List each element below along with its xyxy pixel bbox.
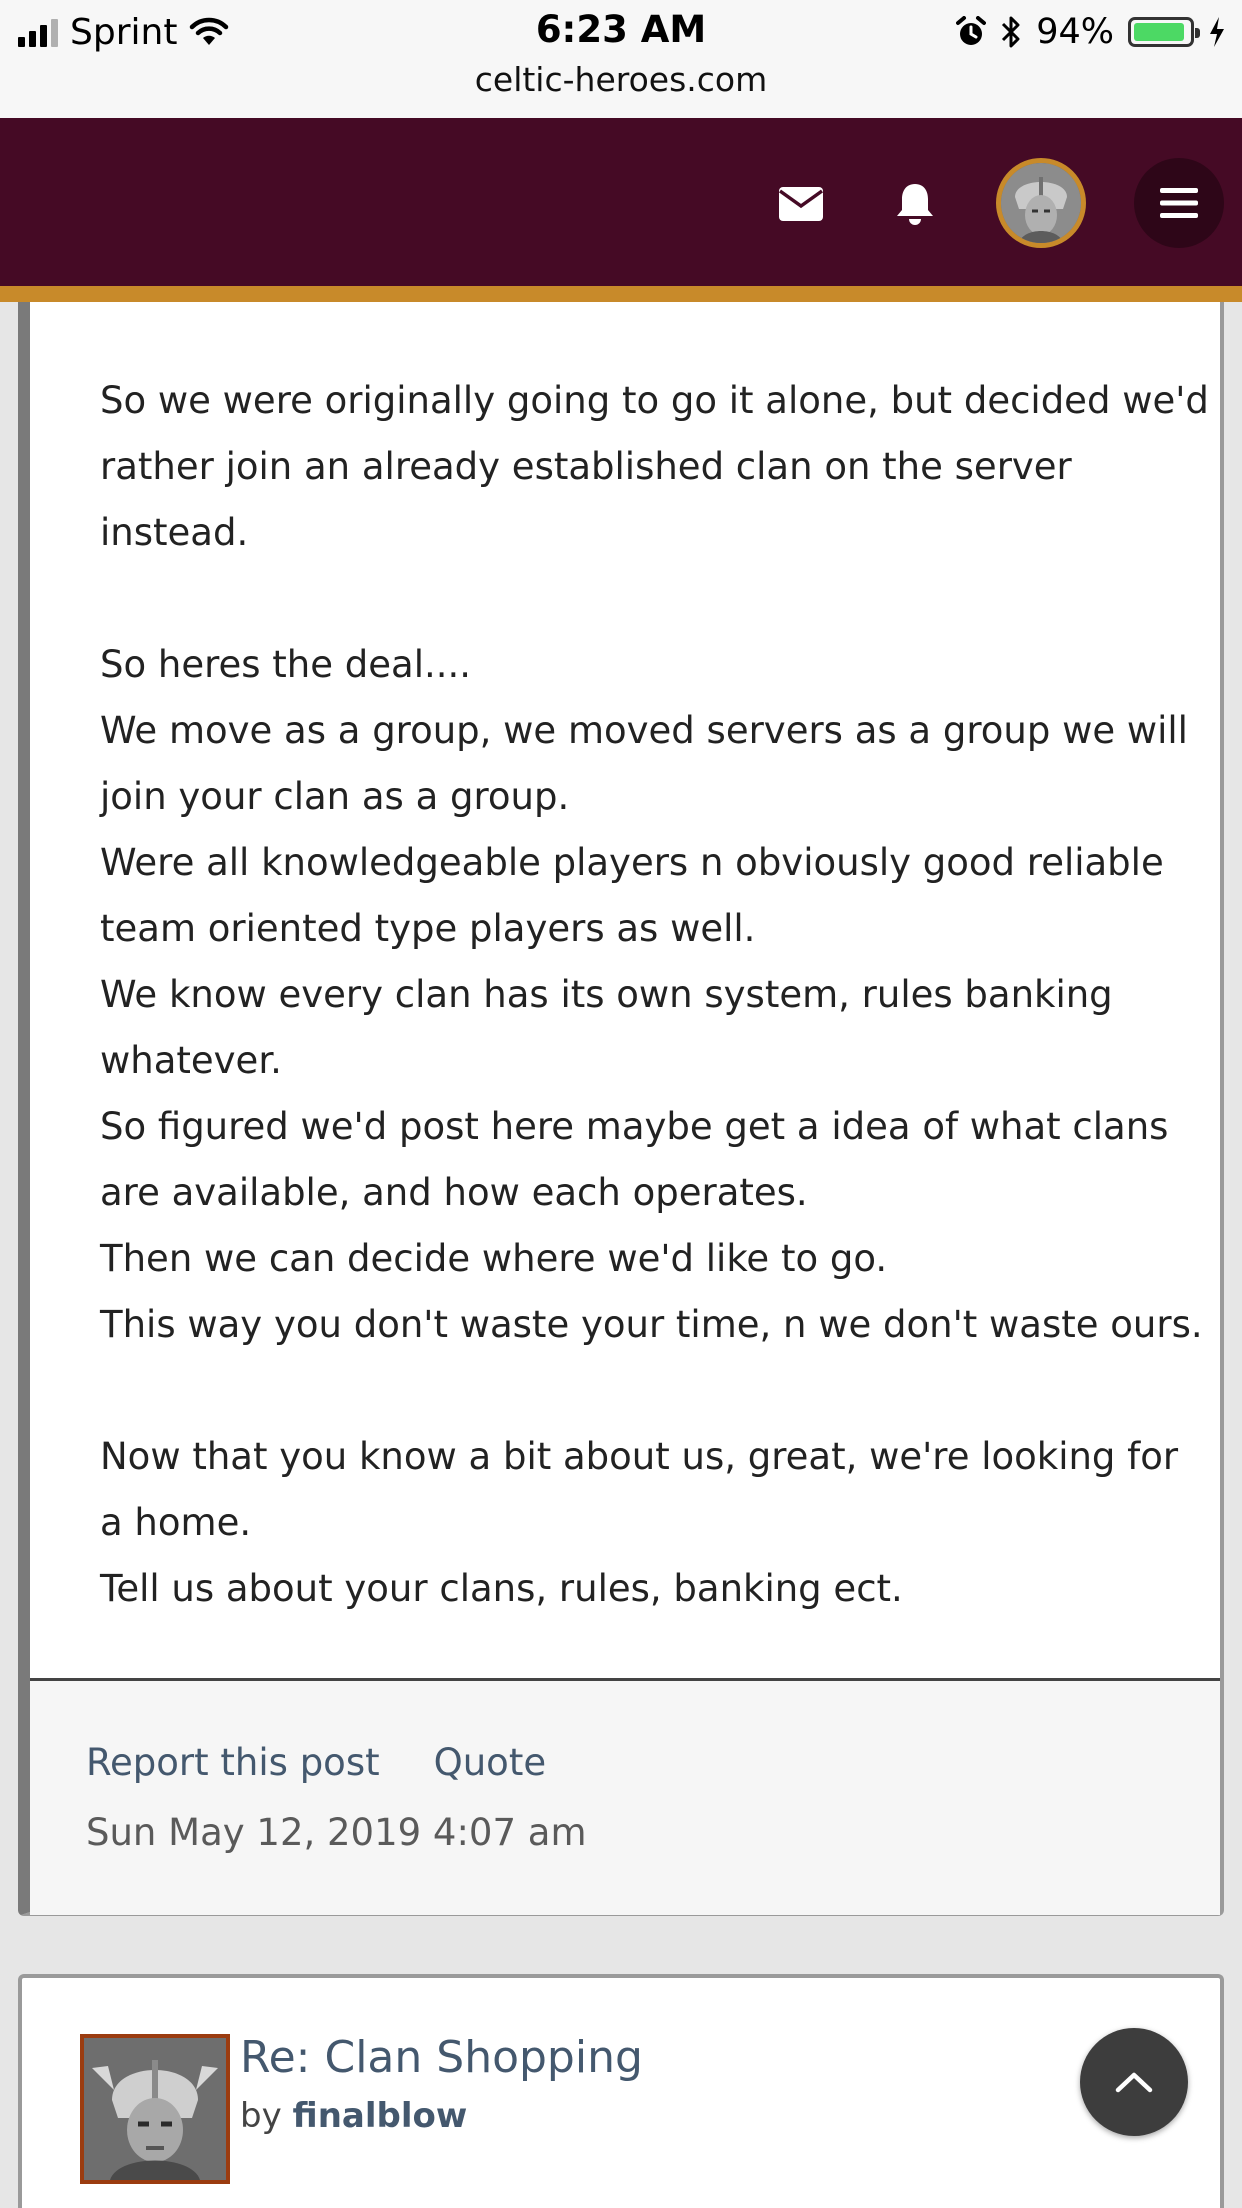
post-text-line: Tell us about your clans, rules, banking ect. [100,1567,903,1610]
notifications-button[interactable] [887,174,943,234]
post-text-line: are available, and how each operates. [100,1171,808,1214]
post-text-line: We move as a group, we moved servers as a group we will [100,709,1188,752]
mail-icon [778,186,824,222]
post-text-line: So heres the deal.... [100,643,472,686]
reply-title-link[interactable]: Re: Clan Shopping [240,2032,643,2083]
post-text-line: Now that you know a bit about us, great, we're looking for [100,1435,1179,1478]
carrier-name: Sprint [70,11,178,53]
chevron-up-icon [1114,2070,1154,2094]
messages-button[interactable] [772,176,830,232]
post-text-line: instead. [100,511,249,554]
helmet-avatar-icon [84,2038,226,2180]
reply-card [18,1974,1224,2208]
post-text-line: rather join an already established clan on the server [100,445,1072,488]
menu-button[interactable] [1134,158,1224,248]
post-actions [86,1741,546,1784]
post-text-line: This way you don't waste your time, n we don't waste ours. [100,1303,1203,1346]
user-avatar-button[interactable] [996,158,1086,248]
post-date: Sun May 12, 2019 4:07 am [86,1811,587,1854]
battery-icon [1128,17,1194,47]
post-text-line: whatever. [100,1039,282,1082]
avatar [1001,163,1081,243]
byline-label: by [240,2096,282,2136]
paragraph-gap [100,566,1200,632]
report-post-link[interactable]: Report this post [86,1741,380,1784]
battery-percent: 94% [1036,12,1114,52]
status-bar [0,0,1242,118]
reply-byline [240,2096,467,2136]
author-name-link[interactable]: finalblow [292,2096,468,2136]
header-accent-stripe [0,286,1242,302]
scroll-to-top-button[interactable] [1080,2028,1188,2136]
bluetooth-icon [1000,15,1022,49]
post-content [100,368,1209,1622]
post-text-line: So figured we'd post here maybe get a idea of what clans [100,1105,1169,1148]
post-text-line: a home. [100,1501,252,1544]
author-avatar[interactable] [80,2034,230,2184]
post-text-line: join your clan as a group. [100,775,570,818]
post-footer [30,1678,1220,1915]
quote-link[interactable]: Quote [433,1741,547,1784]
status-time: 6:23 AM [535,8,707,51]
alarm-icon [956,16,986,48]
post-text-line: So we were originally going to go it alone, but decided we'd [100,379,1209,422]
post-text-line: We know every clan has its own system, rules banking [100,973,1113,1016]
status-right [956,10,1226,54]
paragraph-gap [100,1358,1200,1424]
post-text-line: Then we can decide where we'd like to go. [100,1237,888,1280]
charging-bolt-icon [1208,16,1226,48]
post-text-line: Were all knowledgeable players n obviously good reliable [100,841,1164,884]
address-bar-url[interactable]: celtic-heroes.com [474,60,768,99]
hamburger-menu-icon [1160,187,1198,219]
bell-icon [894,181,936,227]
post-card [18,302,1224,1916]
post-text-line: team oriented type players as well. [100,907,756,950]
